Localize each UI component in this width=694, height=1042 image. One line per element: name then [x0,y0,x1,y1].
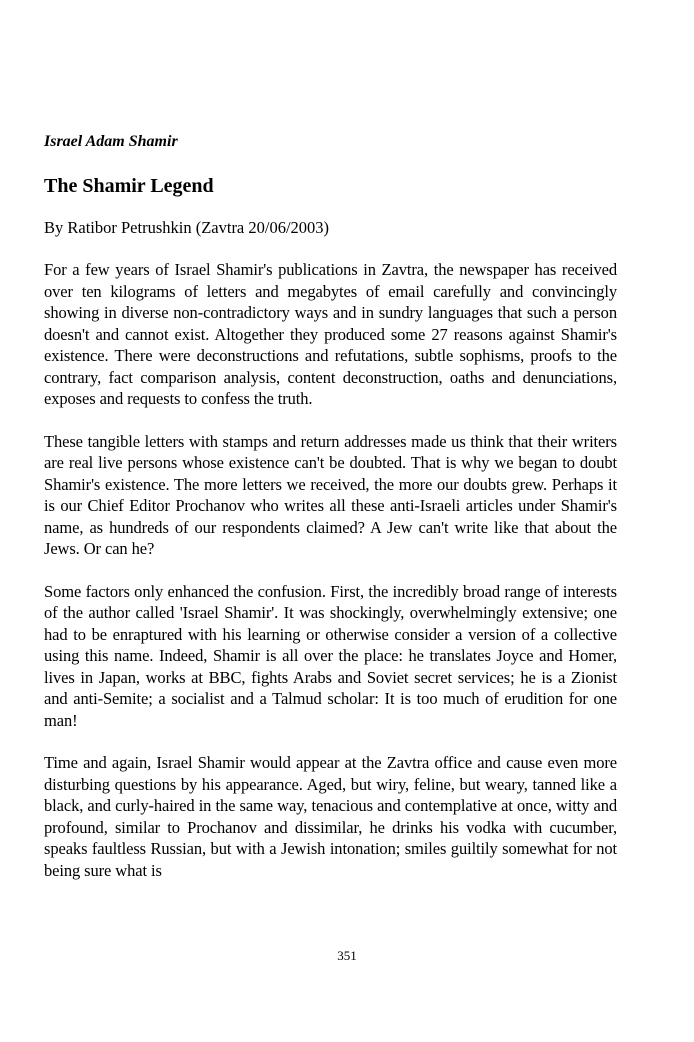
article-byline: By Ratibor Petrushkin (Zavtra 20/06/2003) [44,218,330,237]
article-title: The Shamir Legend [44,175,214,197]
body-paragraph: These tangible letters with stamps and return addresses made us think that their writers are real live persons whose existence can't be doubted. That is why we began to doubt Shamir's existence. The more letters we received, the more our doubts grew. Perhaps it is our Chief Editor Prochanov who writes all these anti-Israeli articles under Shamir's name, as hundreds of our respondents claimed? A Jew can't write like that about the Jews. Or can he? [44,431,617,558]
body-paragraph: For a few years of Israel Shamir's publications in Zavtra, the newspaper has received over ten kilograms of letters and megabytes of email carefully and convincingly showing in diverse non-contradictory ways and in sundry languages that such a person doesn't and cannot exist. Altogether they produced some 27 reasons against Shamir's existence. There were deconstructions and refutations, subtle sophisms, proofs to the contrary, fact comparison analysis, content deconstruction, oaths and denunciations, exposes and requests to confess the truth. [44,260,617,408]
article-body [44,259,617,902]
author-name: Israel Adam Shamir [44,133,178,150]
body-paragraph: Some factors only enhanced the confusion. First, the incredibly broad range of interests of the author called 'Israel Shamir'. It was shockingly, overwhelmingly extensive; one had to be enraptured with his learning or otherwise consider a version of a collective using this name. Indeed, Shamir is all over the place: he translates Joyce and Homer, lives in Japan, works at BBC, fights Arabs and Soviet secret services; he is a Zionist and anti-Semite; a socialist and a Talmud scholar: It is too much of erudition for one man! [44,581,617,730]
page-number: 351 [337,948,357,963]
body-paragraph: Time and again, Israel Shamir would appear at the Zavtra office and cause even more disturbing questions by his appearance. Aged, but wiry, feline, but weary, tanned like a black, and curly-haired in the same way, tenacious and contemplative at once, witty and profound, similar to Prochanov and dissimilar, he drinks his vodka with cucumber, speaks faultless Russian, but with a Jewish intonation; smiles guiltily somewhat for not being sure what is [44,753,617,880]
